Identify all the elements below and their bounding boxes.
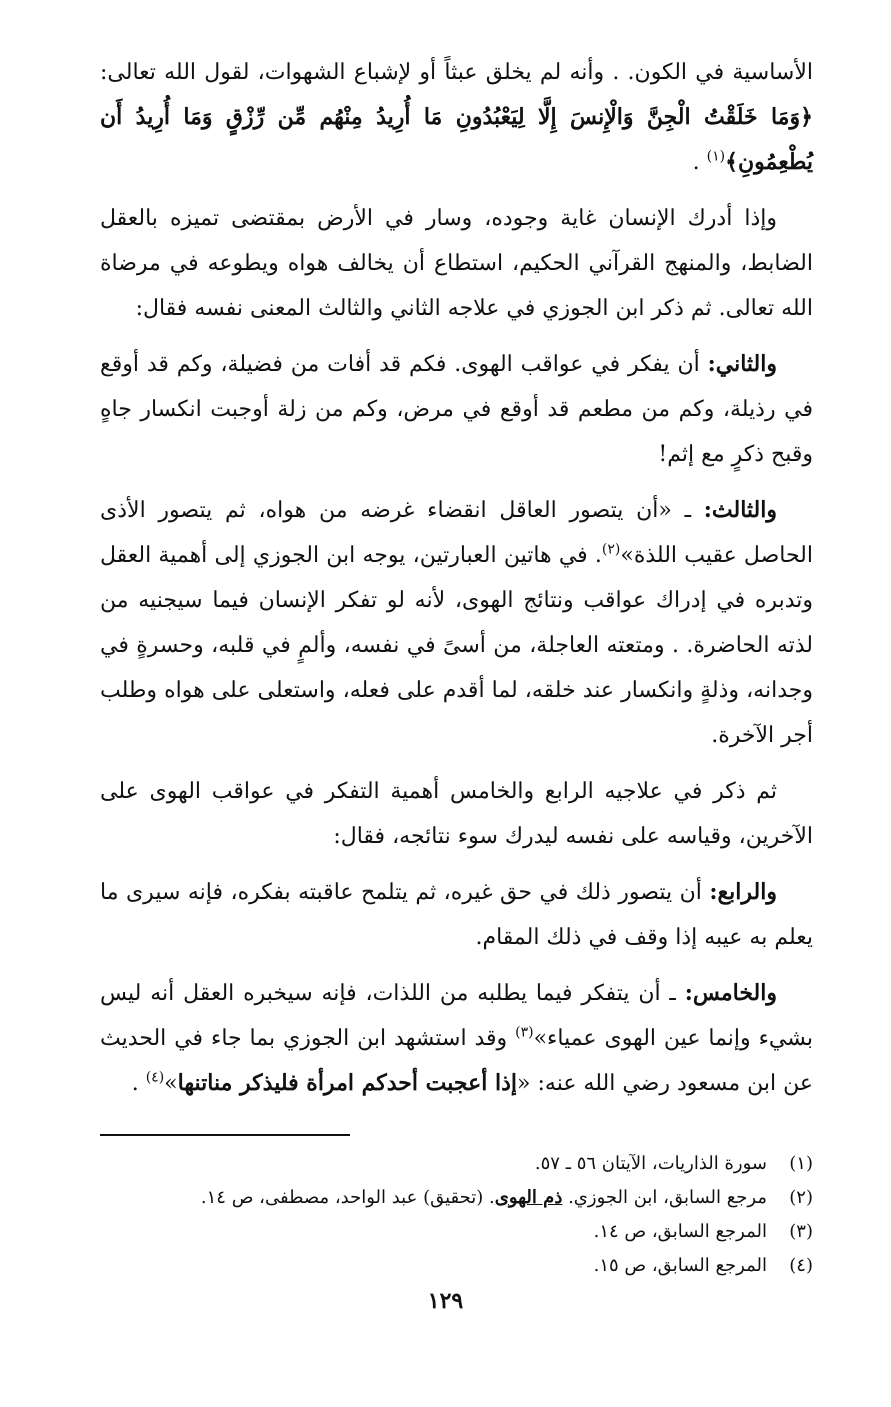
footnote-number: (٣) [789, 1221, 813, 1242]
paragraph [100, 50, 813, 185]
footnote [100, 1250, 813, 1281]
bold-text: والخامس: [684, 980, 777, 1006]
footnote-text [100, 1216, 767, 1247]
paragraph [100, 488, 813, 758]
text-segment: سورة الذاريات، الآيتان ٥٦ ـ ٥٧. [534, 1153, 767, 1174]
bold-text: والرابع: [709, 879, 777, 905]
bold-text: إذا أعجبت أحدكم امرأة فليذكر مناتنها [177, 1070, 518, 1096]
paragraph [100, 971, 813, 1106]
footnote-number: (١) [789, 1153, 813, 1174]
text-segment: . في هاتين العبارتين، يوجه ابن الجوزي إلى أهمية العقل وتدبره في إدراك عواقب ونتائج الهوى، لأنه لو تفكر الإنسان فيما سيجنيه من لذته الحاضرة. . ومتعته العاجلة، من أسىً في نفسه، وألمٍ في قلبه، وحسرةٍ في وجدانه، وذلةٍ وانكسار عند خلقه، لما أقدم على فعله، واستعلى على هواه وطلب أجر الآخرة. [100, 543, 813, 748]
footnote-reference: (٤) [145, 1069, 165, 1086]
text-segment: أن يفكر في عواقب الهوى. فكم قد أفات من فضيلة، وكم قد أوقع في رذيلة، وكم من مطعم قد أوقع في مرض، وكم من زلة أوجبت انكسار جاهٍ وقبح ذكرٍ مع إثم! [100, 352, 813, 467]
book-title: ذم الهوى [494, 1187, 563, 1208]
footnote-number: (٢) [789, 1187, 813, 1208]
text-segment: . [131, 1071, 146, 1096]
footnotes-list [100, 1148, 813, 1281]
text-segment: أن يتصور ذلك في حق غيره، ثم يتلمح عاقبته بفكره، فإنه سيرى ما يعلم به عيبه إذا وقف في ذلك المقام. [100, 880, 813, 950]
footnote-reference: (١) [706, 148, 726, 165]
text-segment: وإذا أدرك الإنسان غاية وجوده، وسار في الأرض بمقتضى تميزه بالعقل الضابط، والمنهج القرآني الحكيم، استطاع أن يخالف هواه ويطوعه في مرضاة الله تعالى. ثم ذكر ابن الجوزي في علاجه الثاني والثالث المعنى نفسه فقال: [100, 206, 813, 321]
paragraph [100, 196, 813, 331]
text-segment: ـ «أن يتصور العاقل انقضاء غرضه من هواه، ثم يتصور الأذى الحاصل عقيب اللذة» [100, 498, 813, 568]
footnote [100, 1148, 813, 1179]
quran-verse: ﴿وَمَا خَلَقْتُ الْجِنَّ وَالْإِنسَ إِلَّا لِيَعْبُدُونِ مَا أُرِيدُ مِنْهُم مِّن رِّزْقٍ وَمَا أُرِيدُ أَن يُطْعِمُونِ﴾ [100, 104, 813, 175]
footnote-number: (٤) [789, 1255, 813, 1276]
footnote-text [100, 1182, 767, 1213]
page-number: ١٢٩ [427, 1288, 464, 1314]
paragraph [100, 342, 813, 477]
footnote [100, 1216, 813, 1247]
body-text [100, 50, 813, 1106]
footnote-reference: (٢) [601, 541, 621, 558]
bold-text: والثاني: [707, 351, 777, 377]
text-segment: . (تحقيق) عبد الواحد، مصطفى، ص ١٤. [200, 1187, 495, 1208]
paragraph [100, 769, 813, 859]
footnote-text [100, 1250, 767, 1281]
footnote-separator [100, 1134, 350, 1136]
footnote-text [100, 1148, 767, 1179]
text-segment: مرجع السابق، ابن الجوزي. [562, 1187, 767, 1208]
bold-text: والثالث: [703, 497, 777, 523]
text-segment: . [692, 150, 707, 175]
paragraph [100, 870, 813, 960]
text-segment: المرجع السابق، ص ١٥. [593, 1255, 767, 1276]
text-segment: ثم ذكر في علاجيه الرابع والخامس أهمية التفكر في عواقب الهوى على الآخرين، وقياسه على نفسه ليدرك سوء نتائجه، فقال: [100, 779, 813, 849]
text-segment: ـ أن يتفكر فيما يطلبه من اللذات، فإنه سيخبره العقل أنه ليس بشيء وإنما عين الهوى عمياء» [100, 981, 813, 1051]
text-segment: وقد استشهد ابن الجوزي بما جاء في الحديث عن ابن مسعود رضي الله عنه: « [100, 1026, 813, 1096]
text-segment: الأساسية في الكون. . وأنه لم يخلق عبثاً أو لإشباع الشهوات، لقول الله تعالى: [100, 60, 813, 85]
footnote-reference: (٣) [515, 1024, 534, 1041]
text-segment: المرجع السابق، ص ١٤. [593, 1221, 767, 1242]
text-segment: » [164, 1071, 178, 1096]
footnote [100, 1182, 813, 1213]
